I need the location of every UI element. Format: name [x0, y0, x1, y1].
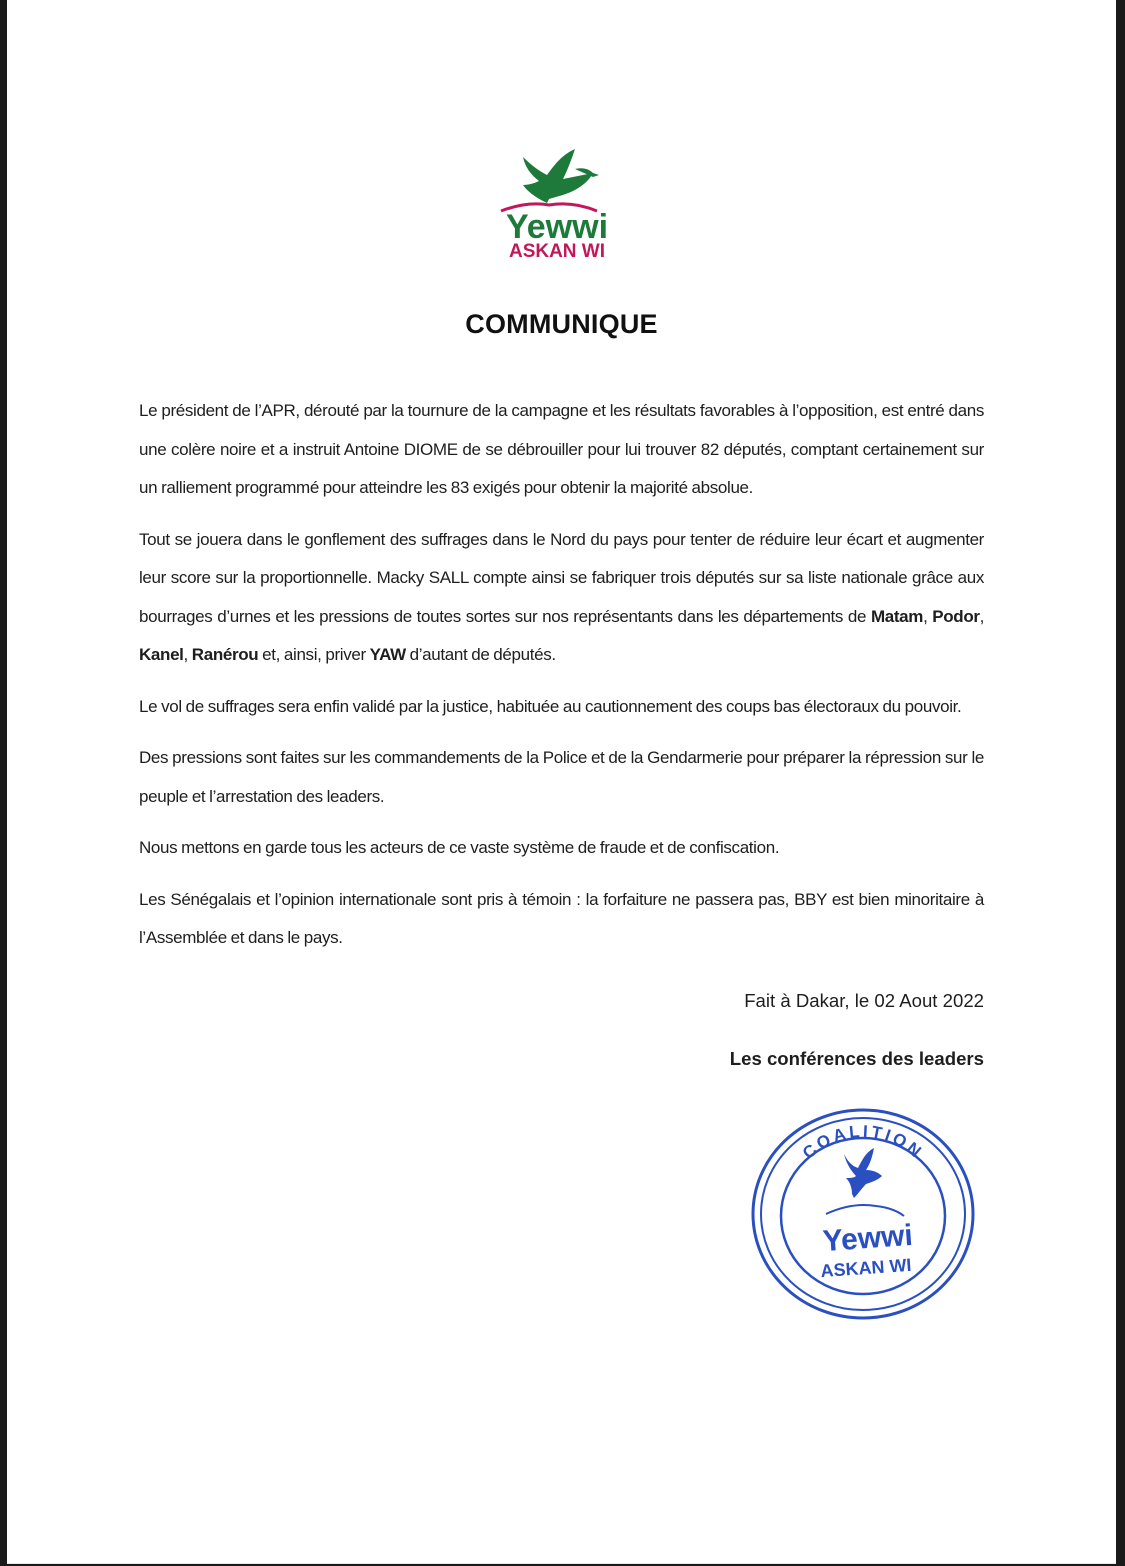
paragraph: Les Sénégalais et l’opinion internationale sont pris à témoin : la forfaiture ne passera pas, BBY est bien minoritaire à l’Assemblée et dans le pays. — [139, 889, 984, 947]
branch-icon — [826, 1205, 904, 1216]
stamp-outer-ring — [753, 1110, 973, 1318]
yewwi-askan-wi-logo — [455, 145, 660, 260]
signature: Les conférences des leaders — [729, 1047, 984, 1069]
stamp-top-text: COALITION — [799, 1121, 927, 1163]
dove-icon — [523, 149, 599, 203]
paragraph: Le président de l’APR, dérouté par la tournure de la campagne et les résultats favorables à l’opposition, est entré dans une colère noire et a instruit Antoine DIOME de se débrouiller pour lui trouver 82 députés, comptant certainement sur un ralliement programmé pour atteindre les 83 exigés pour obtenir la majorité absolue. — [139, 401, 984, 497]
stamp-middle-ring — [761, 1118, 965, 1310]
separator: , — [979, 606, 984, 626]
logo-name-line1: Yewwi — [505, 208, 609, 246]
document-body — [139, 392, 984, 958]
paragraph: Des pressions sont faites sur les commandements de la Police et de la Gendarmerie pour préparer la répression sur le peuple et l’arrestation des leaders. — [139, 748, 984, 806]
separator: , — [923, 606, 933, 626]
paragraph-text: d’autant de députés. — [405, 645, 556, 664]
place-podor: Podor — [932, 606, 980, 626]
party-yaw: YAW — [369, 645, 406, 664]
document-title: COMMUNIQUE — [465, 309, 658, 339]
separator: , — [183, 645, 192, 664]
stamp-name-line2: ASKAN WI — [819, 1254, 913, 1281]
dove-icon — [844, 1148, 882, 1198]
place-kanel: Kanel — [139, 645, 184, 664]
stamp-name-line1: Yewwi — [821, 1218, 914, 1258]
place-matam: Matam — [870, 606, 924, 626]
paragraph-text: Tout se jouera dans le gonflement des suffrages dans le Nord du pays pour tenter de réduire leur écart et augmenter leur score sur la proportionnelle. Macky SALL compte ainsi se fabriquer trois députés sur sa liste nationale grâce aux bourrages d’urnes et les pressions de toutes sortes sur nos représentants dans les départements de — [139, 529, 984, 626]
paragraph: Nous mettons en garde tous les acteurs de ce vaste système de fraude et de confiscation. — [139, 838, 780, 857]
paragraph: Le vol de suffrages sera enfin validé par la justice, habituée au cautionnement des coups bas électoraux du pouvoir. — [139, 696, 962, 716]
coalition-stamp — [748, 1102, 978, 1322]
logo-name-line2: ASKAN WI — [508, 241, 606, 260]
paragraph-text: et, ainsi, priver — [258, 645, 370, 664]
place-date: Fait à Dakar, le 02 Aout 2022 — [744, 989, 984, 1011]
place-ranerou: Ranérou — [191, 645, 259, 664]
document-page — [7, 0, 1116, 1564]
paragraph — [139, 521, 984, 675]
